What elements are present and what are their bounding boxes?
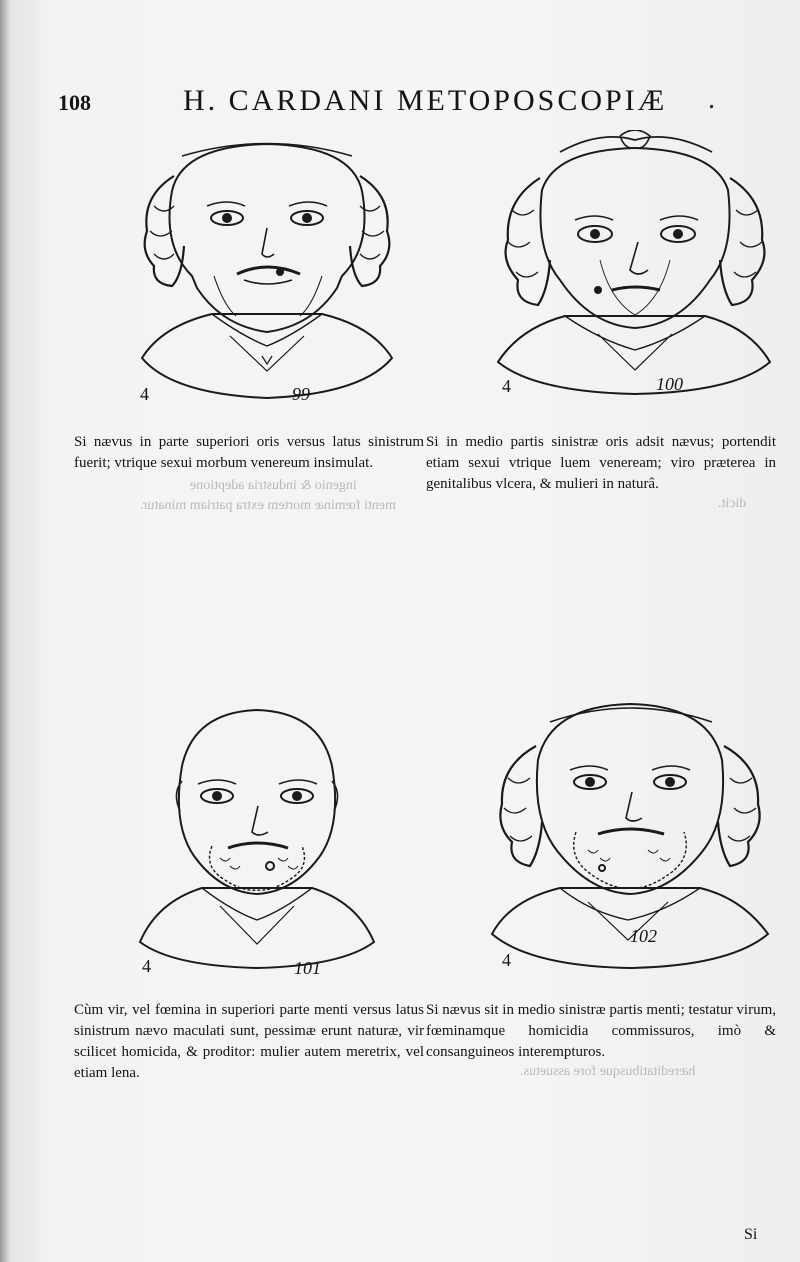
plate-mark-left: 4 (142, 956, 151, 976)
woodcut-portrait-101 (102, 706, 432, 986)
woodcut-portrait-99 (102, 136, 432, 416)
caption-99: Si nævus in parte superiori oris versus latus sinistrum fuerit; vtrique sexui morbum venereum insimulat. (74, 434, 424, 471)
plate-number: 100 (656, 374, 683, 394)
plate-mark-left: 4 (502, 950, 511, 970)
page-number: 108 (58, 90, 91, 115)
woodcut-portrait-100 (480, 130, 800, 410)
plate-number: 99 (292, 384, 310, 404)
plate-number: 102 (630, 926, 657, 946)
page-gutter (0, 0, 10, 1262)
catchword: Si (744, 1226, 758, 1243)
woodcut-portrait-102 (480, 700, 800, 980)
plate-number: 101 (294, 958, 321, 978)
show-through-line: ingenio & industria adeptione (190, 478, 357, 493)
show-through-line: dicit. (718, 496, 747, 511)
show-through-line: hæreditatibusque fore assuetus. (520, 1064, 696, 1079)
caption-102: Si nævus sit in medio sinistræ partis menti; testatur virum, fœminamque homicidia commissuros, imò & consanguineos interempturos. (426, 1002, 776, 1060)
plate-mark-left: 4 (140, 384, 149, 404)
running-title: H. CARDANI METOPOSCOPIÆ (183, 84, 668, 117)
show-through-line: menti fœminæ mortem extra patriam minatur. (140, 498, 396, 513)
page-header (0, 84, 800, 124)
caption-101: Cùm vir, vel fœmina in superiori parte menti versus latus sinistrum nævo maculati sunt, pessimæ erunt naturæ, vir scilicet homicida, & proditor: mulier autem meretrix, vel etiam lena. (74, 1002, 424, 1081)
header-mark: . (708, 84, 715, 115)
caption-100: Si in medio partis sinistræ oris adsit nævus; portendit etiam sexui vtrique luem veneream; viro præterea in genitalibus vlcera, & mulieri in naturâ. (426, 434, 776, 492)
plate-mark-left: 4 (502, 376, 511, 396)
